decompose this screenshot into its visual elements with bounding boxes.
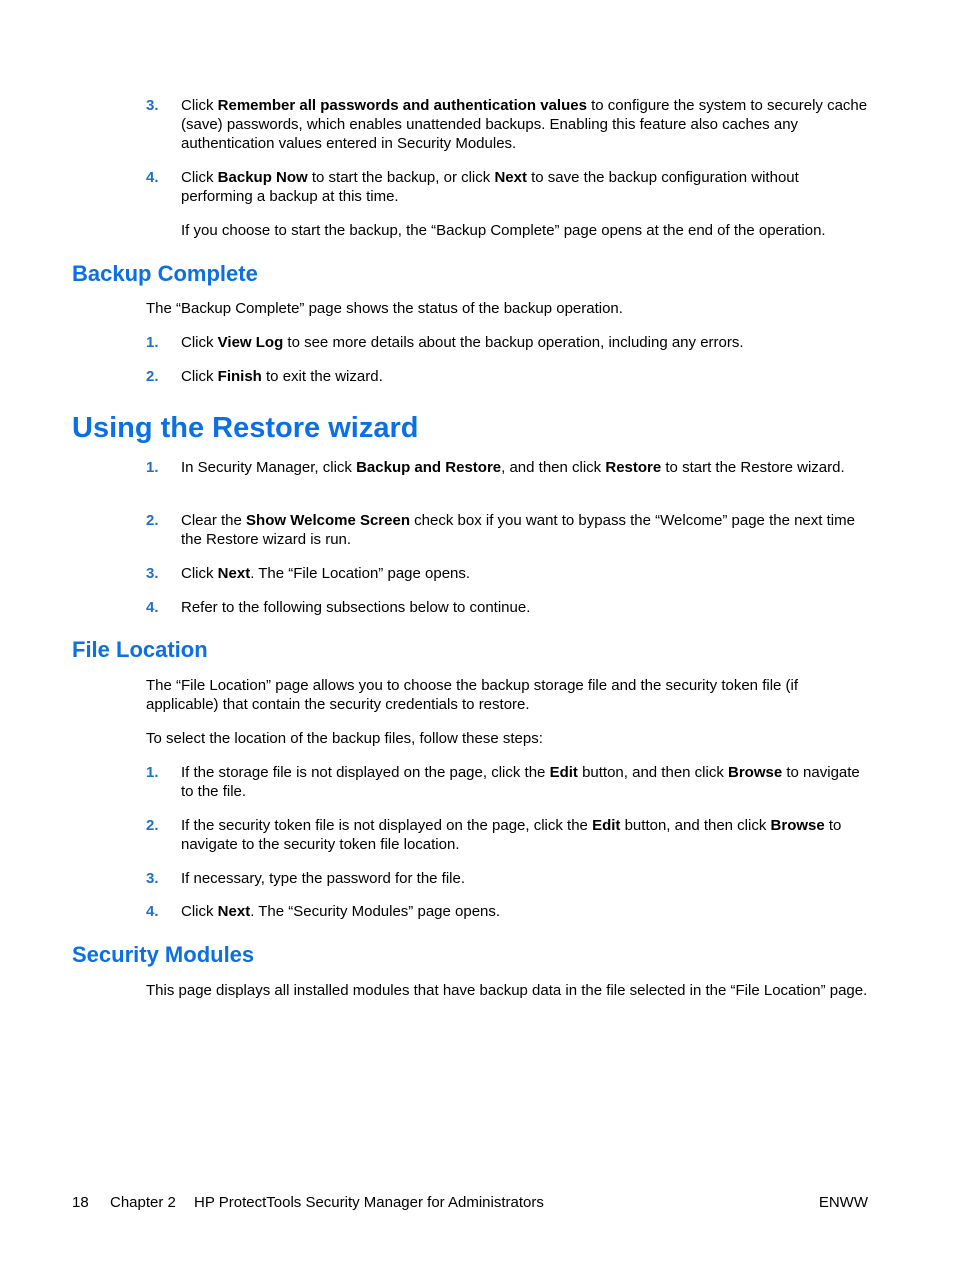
bold-term: Edit <box>549 764 578 781</box>
bold-term: Backup Now <box>217 169 308 186</box>
footer-title: HP ProtectTools Security Manager for Administrators <box>194 1194 544 1211</box>
step-text: Click Next. The “Security Modules” page opens. <box>181 903 501 920</box>
chapter-heading-restore-wizard: Using the Restore wizard <box>72 412 419 444</box>
step-text: Refer to the following subsections below to continue. <box>181 599 531 616</box>
section-intro: The “Backup Complete” page shows the status of the backup operation. <box>146 300 623 317</box>
section-intro-steps: To select the location of the backup files, follow these steps: <box>146 730 543 747</box>
step-text: If the storage file is not displayed on the page, click the Edit button, and then click Browse to navigate to the file. <box>181 764 860 800</box>
step-text: Click View Log to see more details about the backup operation, including any errors. <box>181 334 744 351</box>
bold-term: Next <box>217 565 251 582</box>
step-text: Click Finish to exit the wizard. <box>181 368 383 385</box>
step-text: Click Next. The “File Location” page opens. <box>181 565 471 582</box>
step-number: 2. <box>146 512 159 529</box>
step-number: 3. <box>146 97 159 114</box>
section-intro: This page displays all installed modules that have backup data in the file selected in the “File Location” page. <box>146 982 868 999</box>
step-text: Click Backup Now to start the backup, or click Next to save the backup configuration without performing a backup at this time. <box>181 169 799 205</box>
step-number: 4. <box>146 599 159 616</box>
step-text: In Security Manager, click Backup and Restore, and then click Restore to start the Restore wizard. <box>181 459 845 476</box>
section-heading-backup-complete: Backup Complete <box>72 261 258 286</box>
footer-code: ENWW <box>818 1194 868 1211</box>
step-number: 3. <box>146 870 159 887</box>
step-text: Click Remember all passwords and authentication values to configure the system to securely cache (save) passwords, which enables unattended backups. Enabling this feature also caches any authentication values entered in Security Modules. <box>181 97 868 152</box>
page-number: 18 <box>72 1194 89 1211</box>
bold-term: View Log <box>217 334 284 351</box>
bold-term: Backup and Restore <box>356 459 502 476</box>
step-number: 2. <box>146 368 159 385</box>
step-number: 4. <box>146 903 159 920</box>
step-text: If the security token file is not displayed on the page, click the Edit button, and then click Browse to navigate to the security token file location. <box>181 817 842 853</box>
section-heading-file-location: File Location <box>72 637 208 662</box>
bold-term: Remember all passwords and authentication values <box>217 97 587 114</box>
step-text: If necessary, type the password for the file. <box>181 870 466 887</box>
footer-chapter: Chapter 2 <box>110 1194 176 1211</box>
note-paragraph: If you choose to start the backup, the “Backup Complete” page opens at the end of the operation. <box>181 222 826 239</box>
bold-term: Finish <box>217 368 262 385</box>
step-number: 4. <box>146 169 159 186</box>
bold-term: Browse <box>770 817 825 834</box>
step-text: Clear the Show Welcome Screen check box if you want to bypass the “Welcome” page the next time the Restore wizard is run. <box>181 512 855 548</box>
step-number: 3. <box>146 565 159 582</box>
bold-term: Show Welcome Screen <box>246 512 410 529</box>
bold-term: Edit <box>592 817 621 834</box>
step-number: 1. <box>146 764 159 781</box>
step-number: 2. <box>146 817 159 834</box>
bold-term: Browse <box>728 764 783 781</box>
section-heading-security-modules: Security Modules <box>72 942 255 967</box>
step-number: 1. <box>146 334 159 351</box>
step-number: 1. <box>146 459 159 476</box>
section-intro: The “File Location” page allows you to choose the backup storage file and the security token file (if applicable) that contain the security credentials to restore. <box>146 677 799 713</box>
bold-term: Next <box>217 903 251 920</box>
bold-term: Next <box>494 169 527 186</box>
bold-term: Restore <box>605 459 662 476</box>
